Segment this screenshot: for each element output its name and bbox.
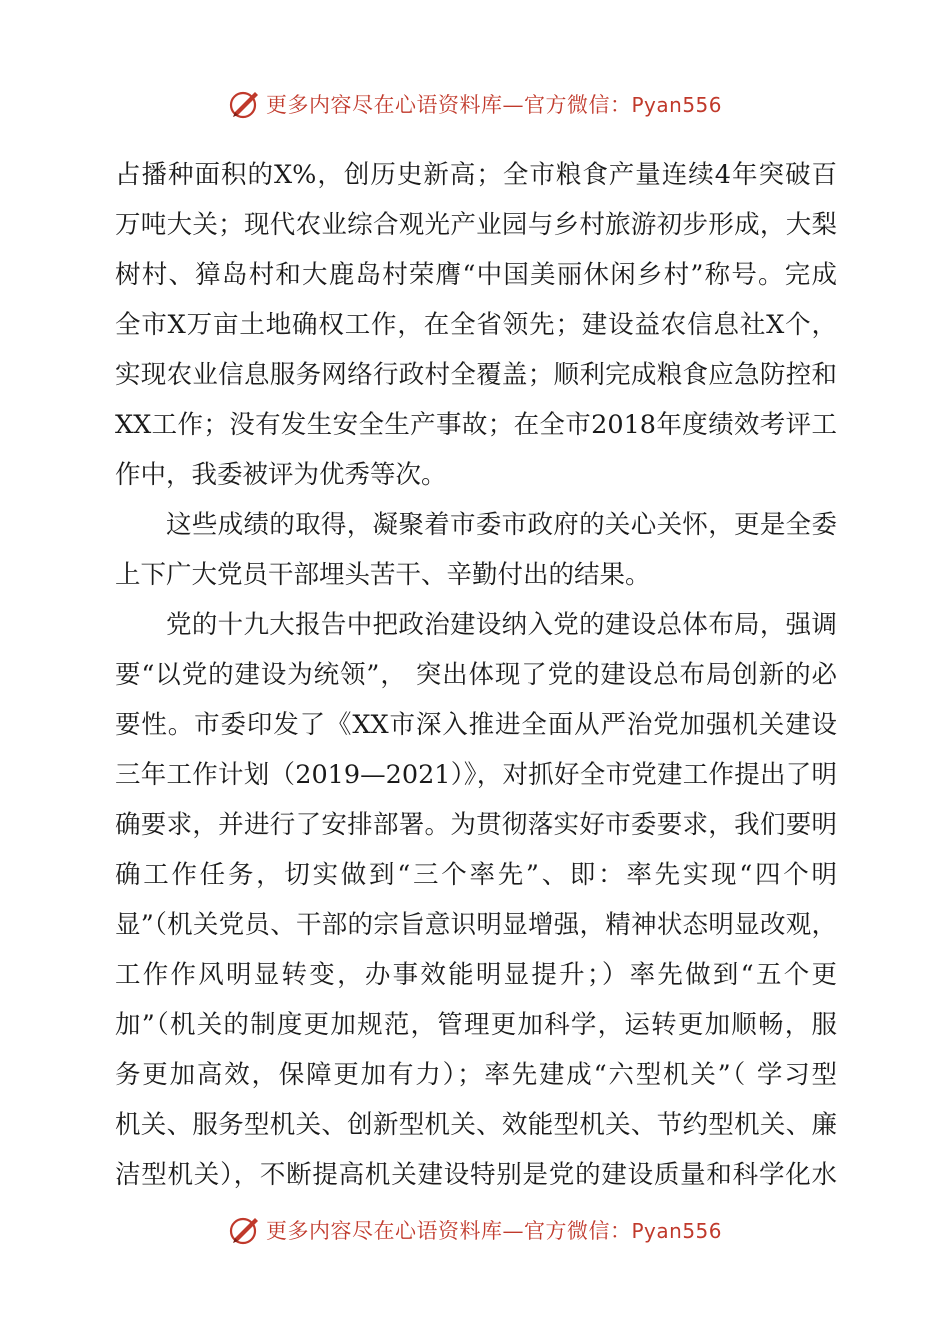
text-line: 要“以党的建设为统领”， 突出体现了党的建设总布局创新的必 bbox=[115, 660, 837, 690]
text-line: 务更加高效，保障更加有力）；率先建成“六型机关”（ 学习型 bbox=[115, 1060, 837, 1090]
text-line: 这些成绩的取得，凝聚着市委市政府的关心关怀，更是全委 bbox=[166, 510, 837, 540]
text-line: 树村、獐岛村和大鹿岛村荣膺“中国美丽休闲乡村”称号。完成 bbox=[115, 260, 837, 290]
text-line: 实现农业信息服务网络行政村全覆盖；顺利完成粮食应急防控和 bbox=[115, 360, 837, 390]
text-line: 占播种面积的X%，创历史新高；全市粮食产量连续4年突破百 bbox=[115, 160, 837, 190]
text-line: 作中，我委被评为优秀等次。 bbox=[115, 460, 447, 490]
text-line: XX工作；没有发生安全生产事故；在全市2018年度绩效考评工 bbox=[115, 410, 837, 440]
text-line: 加”（机关的制度更加规范，管理更加科学，运转更加顺畅，服 bbox=[115, 1010, 837, 1040]
text-line: 确工作任务，切实做到“三个率先”、即：率先实现“四个明 bbox=[115, 860, 837, 890]
text-line: 三年工作计划（2019—2021）》，对抓好全市党建工作提出了明 bbox=[115, 760, 837, 790]
text-line: 万吨大关；现代农业综合观光产业园与乡村旅游初步形成，大梨 bbox=[115, 210, 837, 240]
watermark-text: 更多内容尽在心语资料库—官方微信： bbox=[265, 93, 632, 117]
text-line: 党的十九大报告中把政治建设纳入党的建设总体布局，强调 bbox=[166, 610, 837, 640]
document-body bbox=[115, 150, 837, 1200]
watermark-handle: Pyan556 bbox=[631, 1219, 722, 1243]
watermark-handle: Pyan556 bbox=[631, 93, 722, 117]
text-line: 工作作风明显转变，办事效能明显提升；）率先做到“五个更 bbox=[115, 960, 837, 990]
paragraph-3 bbox=[115, 600, 837, 1200]
pen-circle-logo-icon bbox=[228, 87, 262, 121]
paragraph-1 bbox=[115, 150, 837, 500]
text-line: 显”（机关党员、干部的宗旨意识明显增强，精神状态明显改观， bbox=[115, 910, 837, 940]
text-line: 机关、服务型机关、创新型机关、效能型机关、节约型机关、廉 bbox=[115, 1110, 837, 1140]
watermark-text: 更多内容尽在心语资料库—官方微信： bbox=[265, 1219, 632, 1243]
paragraph-2 bbox=[115, 500, 837, 600]
pen-circle-logo-icon bbox=[228, 1213, 262, 1247]
text-line: 要性。市委印发了《XX市深入推进全面从严治党加强机关建设 bbox=[115, 710, 837, 740]
text-line: 全市X万亩土地确权工作，在全省领先；建设益农信息社X个， bbox=[115, 310, 837, 340]
header-watermark bbox=[0, 84, 950, 124]
text-line: 洁型机关），不断提高机关建设特别是党的建设质量和科学化水 bbox=[115, 1160, 837, 1190]
text-line: 上下广大党员干部埋头苦干、辛勤付出的结果。 bbox=[115, 560, 651, 590]
text-line: 确要求，并进行了安排部署。为贯彻落实好市委要求，我们要明 bbox=[115, 810, 837, 840]
footer-watermark bbox=[0, 1210, 950, 1250]
